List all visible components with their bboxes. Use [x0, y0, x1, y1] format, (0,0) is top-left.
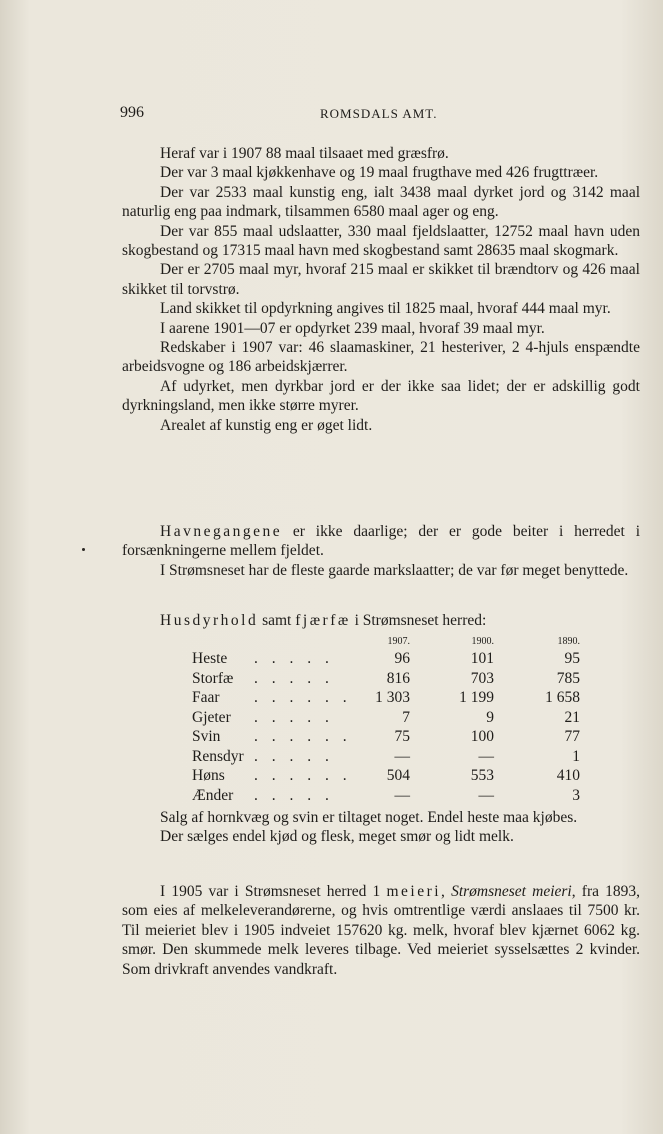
spaced-term: Havnegangene [160, 523, 283, 540]
cell-value: 95 [564, 650, 580, 667]
cell-value: 816 [386, 669, 410, 687]
row-label: Høns [192, 767, 225, 784]
cell-value: 1 199 [459, 689, 494, 706]
row-label: Svin [192, 728, 221, 745]
table-row [192, 787, 592, 807]
table-header-row [192, 636, 592, 650]
cell-value: 100 [470, 728, 494, 745]
paragraph: Salg af hornkvæg og svin er tiltaget noget. Endel heste maa kjøbes. [160, 809, 578, 826]
caption-term: fjærfæ [295, 612, 351, 629]
table-row [192, 767, 592, 787]
table-row [192, 670, 592, 690]
paragraph: Der var 3 maal kjøkkenhave og 19 maal frugthave med 426 frugttræer. [160, 164, 599, 182]
cell-value: — [394, 747, 410, 765]
cell-value: 504 [386, 767, 410, 784]
row-leader: . . . . . [254, 650, 334, 667]
cell-value: 9 [486, 708, 494, 726]
table-row [192, 709, 592, 729]
paragraph: Der sælges endel kjød og flesk, meget smør og lidt melk. [160, 828, 514, 846]
cell-value: 3 [572, 786, 580, 804]
row-leader: . . . . . . [254, 689, 352, 706]
row-label: Rensdyr [192, 747, 244, 765]
cell-value: 1 658 [545, 689, 580, 706]
livestock-table [192, 636, 592, 806]
cell-value: 410 [556, 767, 580, 784]
row-label: Ænder [192, 786, 234, 804]
year-header: 1890. [557, 636, 580, 647]
paragraph: Arealet af kunstig eng er øget lidt. [160, 416, 373, 434]
row-leader: . . . . . . [254, 767, 352, 784]
page-header [120, 104, 640, 128]
cell-value: 1 303 [375, 689, 410, 706]
margin-dot [82, 548, 85, 551]
table-row [192, 650, 592, 670]
trade-section [122, 808, 640, 847]
paragraph: Af udyrket, men dyrkbar jord er der ikke saa lidet; der er adskillig godt dyrkningsland, men ikke større myrer. [122, 377, 640, 415]
cell-value: 101 [470, 650, 494, 667]
paragraph: Land skikket til opdyrkning angives til 1825 maal, hvoraf 444 maal myr. [160, 300, 611, 318]
cell-value: 77 [564, 728, 580, 745]
paragraph: I 1905 var i Strømsneset herred 1 meieri, Strømsneset meieri, fra 1893, som eies af melkeleverandørerne, og hvis omtrentlige værdi anslaaes til 7500 kr. Til meieriet blev i 1905 indveiet 157620 kg. melk, hvoraf blev kjærnet 6062 kg. smør. Den skummede melk leveres tilbage. Ved meieriet sysselsættes 2 kvinder. Som drivkraft anvendes vandkraft. [122, 883, 641, 978]
paragraph: I Strømsneset har de fleste gaarde markslaatter; de var før meget benyttede. [160, 561, 629, 579]
paragraph: Redskaber i 1907 var: 46 slaamaskiner, 21 hesteriver, 2 4-hjuls enspændte arbeidsvogne og 186 arbeidskjærrer. [122, 339, 640, 376]
cell-value: 75 [394, 728, 410, 745]
row-label: Storfæ [192, 669, 234, 687]
dairy-section [122, 882, 640, 979]
table-row [192, 728, 592, 748]
cell-value: — [394, 786, 410, 804]
row-leader: . . . . . [254, 786, 334, 804]
table-row [192, 689, 592, 709]
year-header: 1907. [387, 636, 410, 647]
paragraph [122, 522, 640, 561]
agriculture-section [122, 144, 640, 435]
spaced-term: meieri [386, 883, 442, 900]
cell-value: 1 [572, 747, 580, 765]
dairy-name: Strømsneset meieri [451, 883, 572, 900]
caption-term: Husdyrhold [160, 612, 259, 629]
paragraph: Der var 855 maal udslaatter, 330 maal fjeldslaatter, 12752 maal havn uden skogbestand og 17315 maal havn med skogbestand samt 28635 maal skogmark. [122, 222, 640, 260]
paragraph: Der er 2705 maal myr, hvoraf 215 maal er skikket til brændtorv og 426 maal skikket til torvstrø. [122, 261, 640, 298]
cell-value: — [478, 786, 494, 804]
row-leader: . . . . . . [254, 728, 352, 745]
cell-value: 21 [564, 708, 580, 726]
table-row [192, 748, 592, 768]
row-leader: . . . . . [254, 669, 334, 687]
paragraph: Der var 2533 maal kunstig eng, ialt 3438 maal dyrket jord og 3142 maal naturlig eng paa indmark, tilsammen 6580 maal ager og eng. [122, 183, 640, 221]
cell-value: 785 [556, 669, 580, 687]
paragraph-text: er ikke daarlige; der er gode beiter i herredet i forsænkningerne mellem fjeldet. [122, 523, 640, 560]
cell-value: 703 [470, 669, 494, 687]
paragraph: Heraf var i 1907 88 maal tilsaaet med græsfrø. [160, 145, 449, 162]
row-leader: . . . . . [254, 708, 334, 726]
cell-value: 553 [470, 767, 494, 784]
cell-value: 96 [394, 650, 410, 667]
pasture-section [122, 522, 640, 580]
paragraph: I aarene 1901—07 er opdyrket 239 maal, hvoraf 39 maal myr. [160, 319, 545, 337]
row-leader: . . . . . [254, 747, 334, 765]
year-header: 1900. [471, 636, 494, 647]
table-caption: Husdyrhold samt fjærfæ i Strømsneset herred: [160, 612, 487, 629]
row-label: Gjeter [192, 708, 231, 726]
row-label: Faar [192, 689, 220, 706]
cell-value: — [478, 747, 494, 765]
cell-value: 7 [402, 708, 410, 726]
running-head: ROMSDALS AMT. [320, 106, 438, 121]
row-label: Heste [192, 650, 228, 667]
page-number: 996 [120, 104, 144, 121]
